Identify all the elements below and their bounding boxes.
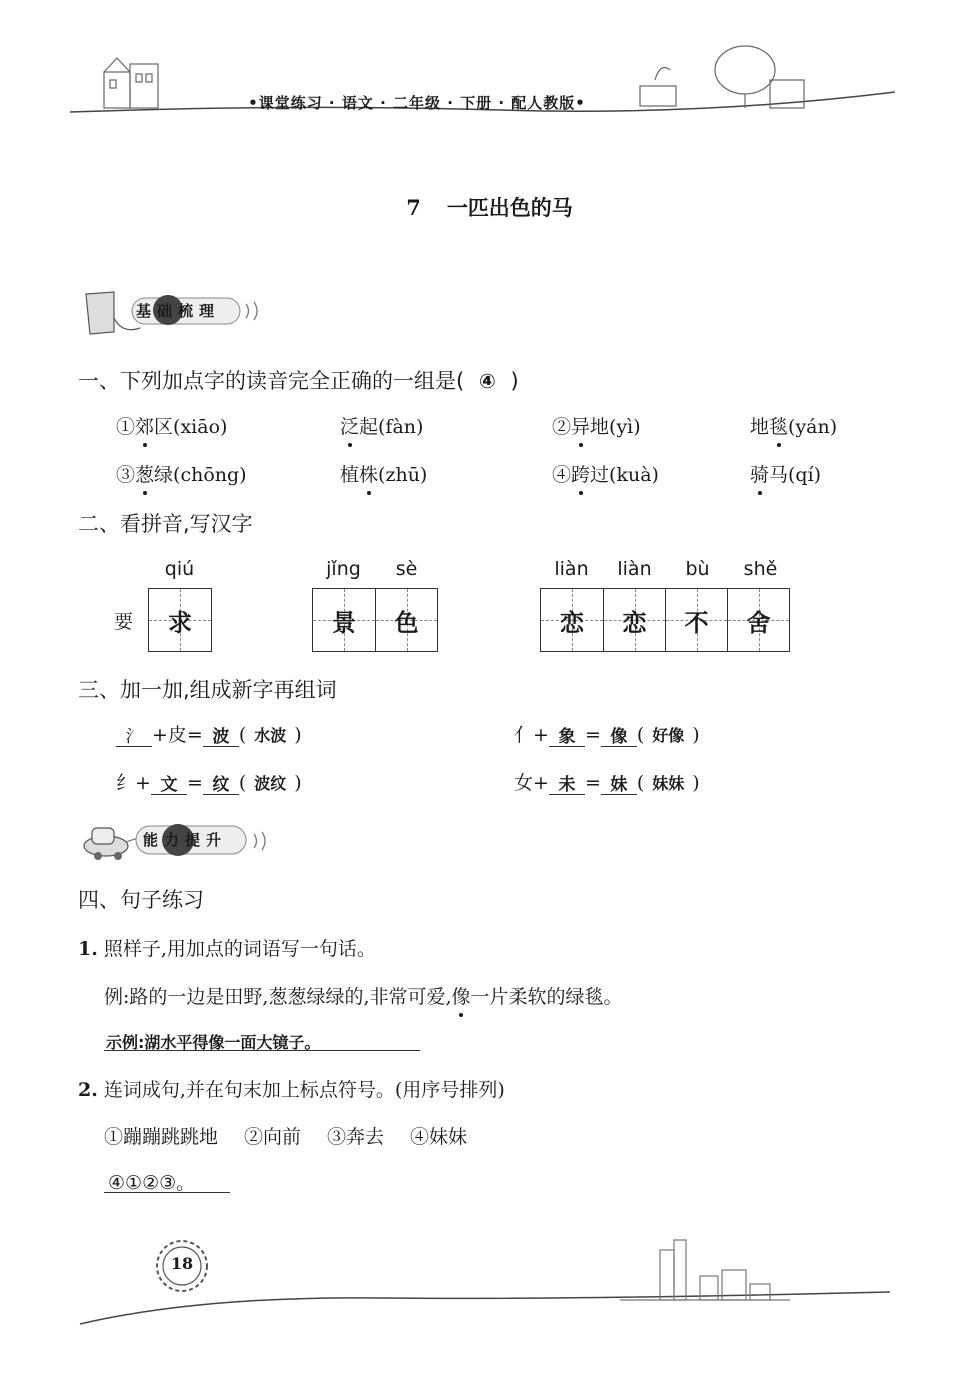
tree-house-illustration-right: [640, 46, 804, 108]
q1-option: 地毯(yán): [750, 416, 838, 438]
tianzige-cell[interactable]: 色: [375, 589, 437, 651]
q4-s1-example: 例:路的一边是田野,葱葱绿绿的,非常可爱,像一片柔软的绿毯。: [104, 986, 623, 1008]
house-illustration-left: [104, 58, 158, 108]
q3-item: 女+ 未 = 妹 ( 妹妹 ): [514, 772, 700, 795]
q3-result-blank[interactable]: 妹: [601, 770, 637, 795]
pinyin-label: qiú: [164, 558, 195, 580]
q3-item: 亻+ 象 = 像 ( 好像 ): [514, 724, 700, 747]
q3-result-blank[interactable]: 波: [203, 722, 239, 747]
pinyin-label: liàn: [617, 558, 652, 580]
tianzige-grid-3: [540, 588, 790, 652]
page-number: 18: [170, 1254, 194, 1273]
lesson-number: 7: [406, 195, 421, 220]
basic-banner-label: 基础梳理: [136, 302, 221, 320]
tianzige-cell[interactable]: 不: [665, 589, 727, 651]
q4-s1-answer[interactable]: 示例:湖水平得像一面大镜子。: [106, 1033, 321, 1052]
tianzige-cell[interactable]: 恋: [603, 589, 665, 651]
series-header: •课堂练习 · 语文 · 二年级 · 下册 · 配人教版•: [248, 94, 586, 112]
q1-option: 泛起(fàn): [340, 416, 424, 438]
q1-option: 骑马(qí): [750, 464, 822, 486]
q3-item: 纟+ 文 = 纹 ( 波纹 ): [116, 772, 302, 795]
answer-line: [104, 1192, 230, 1193]
q3-heading: 三、加一加,组成新字再组词: [78, 678, 337, 702]
tianzige-cell[interactable]: 景: [313, 589, 375, 651]
pinyin-label: sè: [395, 558, 418, 580]
answer-line: [104, 1050, 420, 1051]
tianzige-cell[interactable]: 恋: [541, 589, 603, 651]
q1-heading-close: ): [510, 369, 519, 393]
pinyin-label: shě: [743, 558, 778, 580]
header-decoration: [0, 0, 979, 140]
q4-s1-prompt: 1. 照样子,用加点的词语写一句话。: [78, 938, 376, 960]
q4-heading: 四、句子练习: [78, 888, 204, 912]
q3-word-answer[interactable]: 妹妹: [652, 774, 685, 793]
tianzige-cell[interactable]: 舍: [727, 589, 789, 651]
q3-result-blank[interactable]: 像: [601, 722, 637, 747]
city-illustration: [620, 1240, 790, 1300]
tianzige-grid-1: [148, 588, 212, 652]
q3-word-answer[interactable]: 波纹: [254, 774, 287, 793]
q1-option: ③葱绿(chōng): [116, 464, 247, 486]
q1-option: ④跨过(kuà): [552, 464, 659, 486]
q1-heading-text: 一、下列加点字的读音完全正确的一组是(: [78, 369, 465, 393]
ability-banner-label: 能力提升: [143, 831, 228, 849]
q4-s2-options: ①蹦蹦跳跳地 ②向前 ③奔去 ④妹妹: [104, 1126, 468, 1148]
footer-decoration: [0, 1200, 979, 1374]
pinyin-label: jǐng: [326, 558, 361, 580]
q3-result-blank[interactable]: 纹: [203, 770, 239, 795]
tianzige-cell[interactable]: 求: [149, 589, 211, 651]
q1-option: 植株(zhū): [340, 464, 428, 486]
q4-s2-prompt: 2. 连词成句,并在句末加上标点符号。(用序号排列): [78, 1079, 505, 1101]
tianzige-grid-2: [312, 588, 438, 652]
lesson-title: [0, 192, 979, 222]
q3-component-blank[interactable]: 未: [549, 770, 585, 795]
q3-radical: 氵: [116, 722, 152, 747]
q1-answer: ④: [478, 369, 496, 393]
q2-heading: 二、看拼音,写汉字: [78, 512, 253, 536]
q3-component-blank[interactable]: 象: [549, 722, 585, 747]
q1-option: ①郊区(xiāo): [116, 416, 228, 438]
q3-word-answer[interactable]: 水波: [254, 726, 287, 745]
lesson-title-text: 一匹出色的马: [446, 196, 573, 220]
pinyin-label: bù: [685, 558, 710, 580]
q4-s2-answer[interactable]: ④①②③。: [108, 1172, 196, 1194]
q2-prefix-char: 要: [114, 611, 134, 633]
q1-heading: [78, 365, 519, 395]
pinyin-label: liàn: [554, 558, 589, 580]
q1-option: ②异地(yì): [552, 416, 641, 438]
q3-word-answer[interactable]: 好像: [652, 726, 685, 745]
q3-item: 氵 +皮= 波 ( 水波 ): [116, 720, 302, 747]
q3-component-blank[interactable]: 文: [151, 770, 187, 795]
